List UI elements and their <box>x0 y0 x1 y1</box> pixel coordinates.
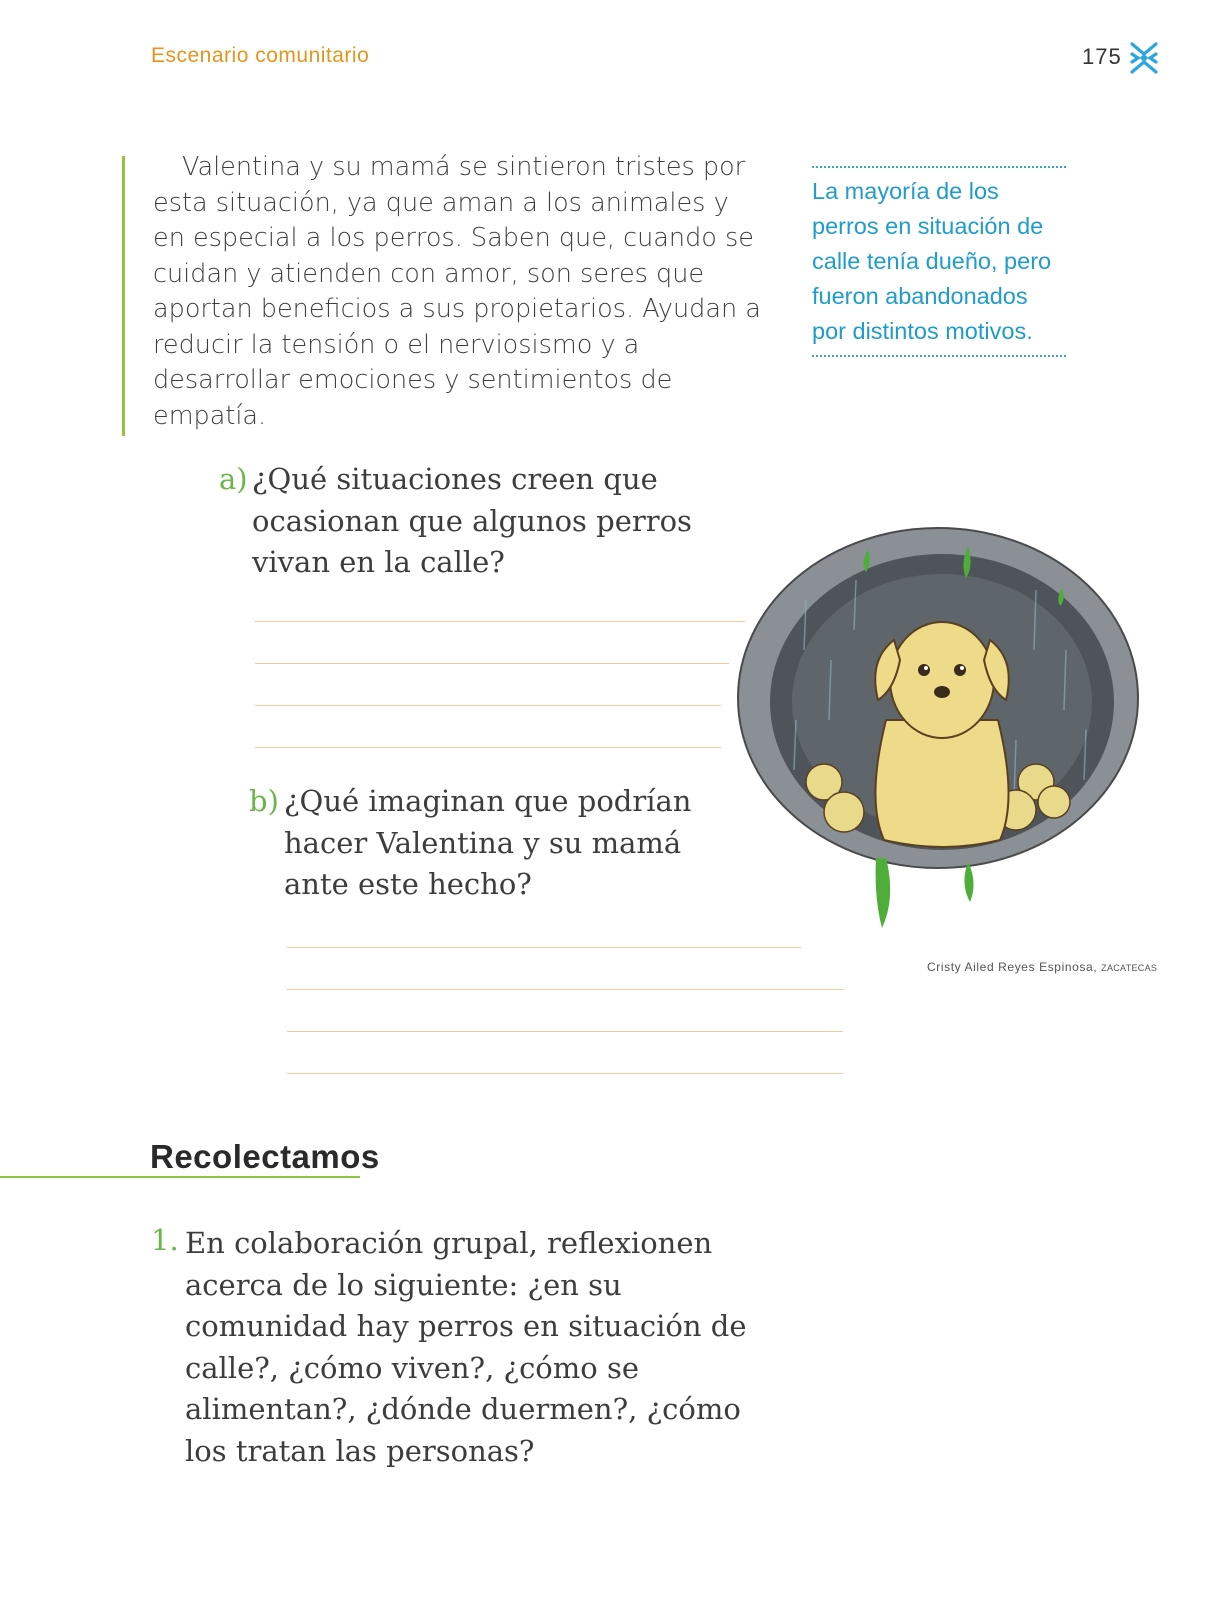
answer-line-b1[interactable] <box>287 947 801 948</box>
intro-paragraph: Valentina y su mamá se sintieron tristes por esta situación, ya que aman a los animales y en especial a los perros. Saben que, cuando se cuidan y atienden con amor, son seres que aportan beneficios a sus propietarios. Ayudan a reducir la tensión o el nerviosismo y a desarrollar emociones y sentimientos de empatía. <box>153 152 761 431</box>
item-1-number: 1. <box>151 1223 179 1257</box>
question-a: ¿Qué situaciones creen que ocasionan que algunos perros vivan en la calle? <box>252 462 692 579</box>
sidenote: La mayoría de los perros en situación de calle tenía dueño, pero fueron abandonados por distintos motivos. <box>812 166 1066 357</box>
answer-line-a1[interactable] <box>255 621 745 622</box>
question-a-letter: a) <box>219 462 248 496</box>
answer-line-b2[interactable] <box>287 989 843 990</box>
intro-rule <box>122 156 125 436</box>
section-label: Escenario comunitario <box>151 44 370 67</box>
credit-region: ZACATECAS <box>1101 963 1158 973</box>
question-b: ¿Qué imaginan que podrían hacer Valentina y su mamá ante este hecho? <box>284 784 692 901</box>
illustration-credit <box>927 960 1157 974</box>
question-b-letter: b) <box>249 784 279 818</box>
page-number: 175 <box>1082 44 1122 69</box>
credit-name: Cristy Ailed Reyes Espinosa, <box>927 960 1098 974</box>
heading-rule <box>0 1176 360 1178</box>
dog-in-pipe-illustration <box>736 520 1146 960</box>
answer-line-a4[interactable] <box>255 747 721 748</box>
item-1-text: En colaboración grupal, reflexionen acerca de lo siguiente: ¿en su comunidad hay perros en situación de calle?, ¿cómo viven?, ¿cómo se alimentan?, ¿dónde duermen?, ¿cómo los tratan las personas? <box>185 1226 747 1468</box>
answer-line-b3[interactable] <box>287 1031 843 1032</box>
answer-line-b4[interactable] <box>287 1073 843 1074</box>
section-heading: Recolectamos <box>150 1138 380 1175</box>
answer-line-a3[interactable] <box>255 705 721 706</box>
answer-line-a2[interactable] <box>255 663 729 664</box>
logo-icon <box>1128 40 1160 76</box>
